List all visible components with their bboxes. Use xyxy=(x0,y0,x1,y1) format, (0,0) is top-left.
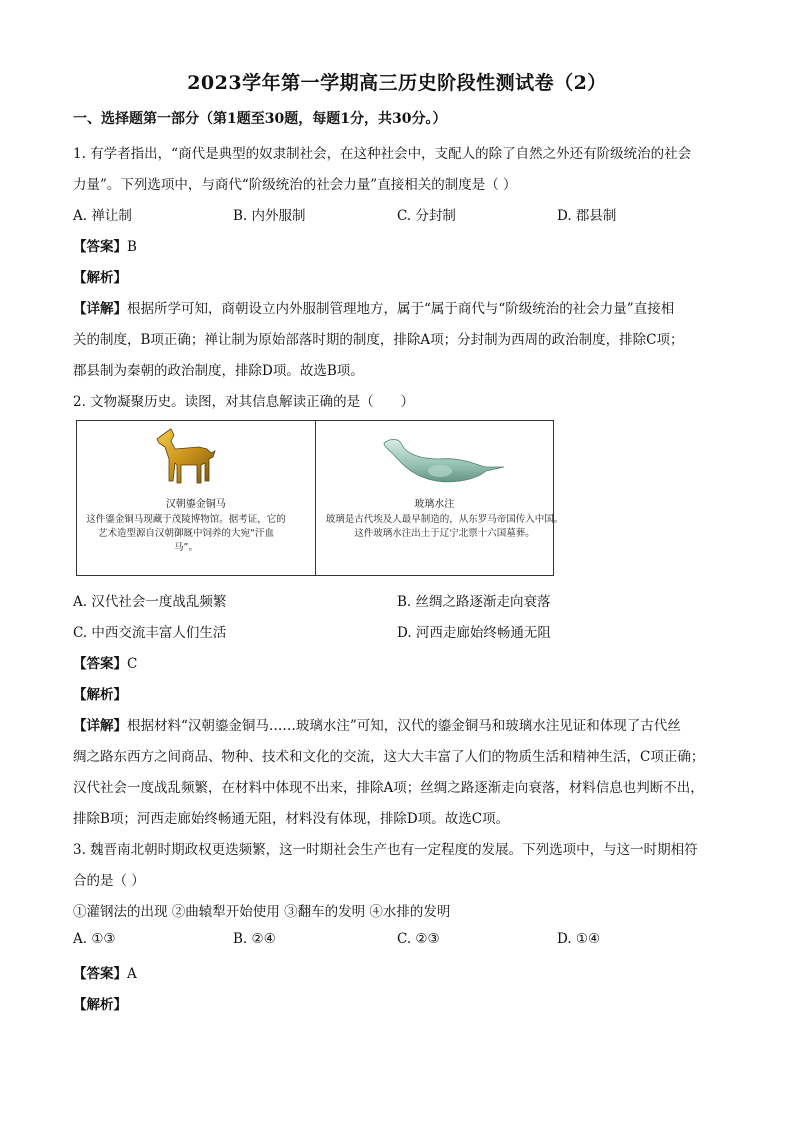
q3-stem-line2: 合的是（ ） xyxy=(73,873,145,889)
q2-option-b: B. 丝绸之路逐渐走向衰落 xyxy=(397,594,551,610)
left-artifact-desc xyxy=(81,513,291,555)
answer-tag: 【答案】 xyxy=(73,966,127,982)
artifact-figure xyxy=(76,420,564,576)
q1-option-b: B. 内外服制 xyxy=(233,208,306,224)
right-desc-line1: 玻璃是古代埃及人最早制造的，从东罗马帝国传入中国。 xyxy=(325,514,564,525)
detail-tag: 【详解】 xyxy=(73,718,127,734)
glass-water-vessel-image xyxy=(378,433,508,489)
gilded-bronze-horse-image xyxy=(147,425,227,493)
q2-detail-line3: 汉代社会一度战乱频繁，在材料中体现不出来，排除A项；丝绸之路逐渐走向衰落，材料信息也判断不出， xyxy=(73,780,704,796)
q2-stem: 2. 文物凝聚历史。读图，对其信息解读正确的是（ ） xyxy=(73,394,415,410)
q2-option-d: D. 河西走廊始终畅通无阻 xyxy=(397,625,551,641)
q1-option-d: D. 郡县制 xyxy=(557,208,617,224)
q1-analysis-tag: 【解析】 xyxy=(73,270,127,286)
answer-value: C xyxy=(127,656,138,672)
q1-stem-line1: 1. 有学者指出，“商代是典型的奴隶制社会，在这种社会中，支配人的除了自然之外还有阶级统治的社会 xyxy=(73,146,692,162)
detail-text: 根据所学可知，商朝设立内外服制管理地方，属于“属于商代与“阶级统治的社会力量”直接相 xyxy=(127,301,675,317)
right-desc-line2: 这件玻璃水注出土于辽宁北票十六国墓葬。 xyxy=(354,528,535,539)
answer-tag: 【答案】 xyxy=(73,656,127,672)
q1-answer xyxy=(73,235,137,255)
q2-answer xyxy=(73,652,137,672)
q3-items: ①灌钢法的出现 ②曲辕犁开始使用 ③翻车的发明 ④水排的发明 xyxy=(73,904,451,920)
q1-option-c: C. 分封制 xyxy=(397,208,456,224)
q3-stem-line1: 3. 魏晋南北朝时期政权更迭频繁，这一时期社会生产也有一定程度的发展。下列选项中，与这一时期相符 xyxy=(73,842,698,858)
q1-detail-line3: 郡县制为秦朝的政治制度，排除D项。故选B项。 xyxy=(73,363,364,379)
q3-option-c: C. ②③ xyxy=(397,931,440,947)
q2-option-a: A. 汉代社会一度战乱频繁 xyxy=(73,594,227,610)
answer-value: A xyxy=(127,966,137,982)
q1-detail-line1 xyxy=(73,297,674,317)
q2-detail-line1 xyxy=(73,714,681,734)
q3-answer xyxy=(73,962,137,982)
q3-option-a: A. ①③ xyxy=(73,931,116,947)
answer-value: B xyxy=(127,239,137,255)
figure-cell-glass-vessel xyxy=(315,421,564,575)
left-desc-line3: 马”。 xyxy=(174,542,198,553)
detail-text: 根据材料“汉朝鎏金铜马……玻璃水注”可知，汉代的鎏金铜马和玻璃水注见证和体现了古代丝 xyxy=(127,718,681,734)
q1-detail-line2: 关的制度，B项正确；禅让制为原始部落时期的制度，排除A项；分封制为西周的政治制度，排除C项； xyxy=(73,332,684,348)
q3-option-d: D. ①④ xyxy=(557,931,601,947)
q3-analysis-tag: 【解析】 xyxy=(73,997,127,1013)
q1-stem-line2: 力量”。下列选项中，与商代“阶级统治的社会力量”直接相关的制度是（ ） xyxy=(73,177,517,193)
q2-option-c: C. 中西交流丰富人们生活 xyxy=(73,625,227,641)
page-title: 2023学年第一学期高三历史阶段性测试卷（2） xyxy=(187,72,607,94)
q1-option-a: A. 禅让制 xyxy=(73,208,132,224)
q2-detail-line4: 排除B项；河西走廊始终畅通无阻，材料没有体现，排除D项。故选C项。 xyxy=(73,811,510,827)
left-artifact-name: 汉朝鎏金铜马 xyxy=(165,499,226,510)
right-artifact-name: 玻璃水注 xyxy=(414,499,455,510)
answer-tag: 【答案】 xyxy=(73,239,127,255)
q2-analysis-tag: 【解析】 xyxy=(73,687,127,703)
left-desc-line1: 这件鎏金铜马现藏于茂陵博物馆。据考证，它的 xyxy=(86,514,286,525)
section-heading: 一、选择题第一部分（第1题至30题，每题1分，共30分。） xyxy=(73,111,447,127)
q3-option-b: B. ②④ xyxy=(233,931,276,947)
q2-detail-line2: 绸之路东西方之间商品、物种、技术和文化的交流，这大大丰富了人们的物质生活和精神生活，C项正确； xyxy=(73,749,705,765)
detail-tag: 【详解】 xyxy=(73,301,127,317)
figure-cell-bronze-horse xyxy=(77,421,315,575)
left-desc-line2: 艺术造型源自汉朝御厩中饲养的大宛“汗血 xyxy=(98,528,274,539)
right-artifact-desc xyxy=(320,513,570,541)
